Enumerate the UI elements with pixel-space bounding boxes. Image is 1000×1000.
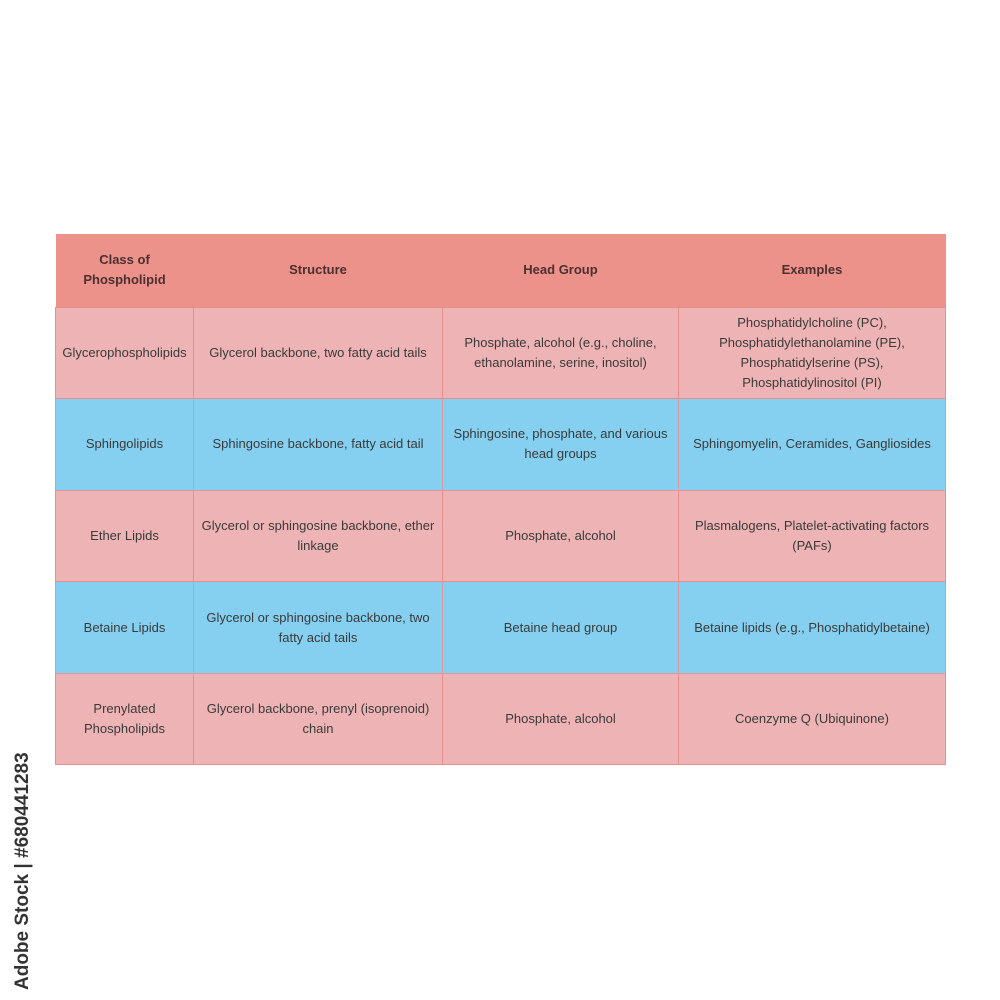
cell-structure: Glycerol backbone, prenyl (isoprenoid) chain: [194, 673, 443, 765]
cell-examples: Sphingomyelin, Ceramides, Gangliosides: [679, 399, 946, 491]
cell-examples: Plasmalogens, Platelet-activating factors (PAFs): [679, 490, 946, 582]
cell-class: Betaine Lipids: [56, 582, 194, 674]
cell-class: Prenylated Phospholipids: [56, 673, 194, 765]
phospholipid-table: [55, 234, 946, 765]
phospholipid-table-container: [55, 234, 945, 765]
watermark-text: Adobe Stock | #680441283: [12, 752, 33, 990]
table-row: [56, 399, 946, 491]
cell-examples: Phosphatidylcholine (PC), Phosphatidylethanolamine (PE), Phosphatidylserine (PS), Phosphatidylinositol (PI): [679, 307, 946, 399]
cell-structure: Glycerol or sphingosine backbone, two fatty acid tails: [194, 582, 443, 674]
cell-class: Ether Lipids: [56, 490, 194, 582]
cell-head-group: Sphingosine, phosphate, and various head groups: [443, 399, 679, 491]
cell-head-group: Phosphate, alcohol (e.g., choline, ethanolamine, serine, inositol): [443, 307, 679, 399]
table-header-row: [56, 234, 946, 307]
cell-class: Sphingolipids: [56, 399, 194, 491]
cell-class: Glycerophospholipids: [56, 307, 194, 399]
cell-structure: Sphingosine backbone, fatty acid tail: [194, 399, 443, 491]
cell-examples: Betaine lipids (e.g., Phosphatidylbetaine): [679, 582, 946, 674]
header-class: Class of Phospholipid: [56, 234, 194, 307]
cell-head-group: Betaine head group: [443, 582, 679, 674]
header-examples: Examples: [679, 234, 946, 307]
cell-structure: Glycerol or sphingosine backbone, ether linkage: [194, 490, 443, 582]
cell-examples: Coenzyme Q (Ubiquinone): [679, 673, 946, 765]
header-head-group: Head Group: [443, 234, 679, 307]
table-row: [56, 673, 946, 765]
cell-structure: Glycerol backbone, two fatty acid tails: [194, 307, 443, 399]
cell-head-group: Phosphate, alcohol: [443, 673, 679, 765]
table-row: [56, 307, 946, 399]
table-row: [56, 582, 946, 674]
table-row: [56, 490, 946, 582]
header-structure: Structure: [194, 234, 443, 307]
stock-watermark: [12, 752, 36, 990]
cell-head-group: Phosphate, alcohol: [443, 490, 679, 582]
